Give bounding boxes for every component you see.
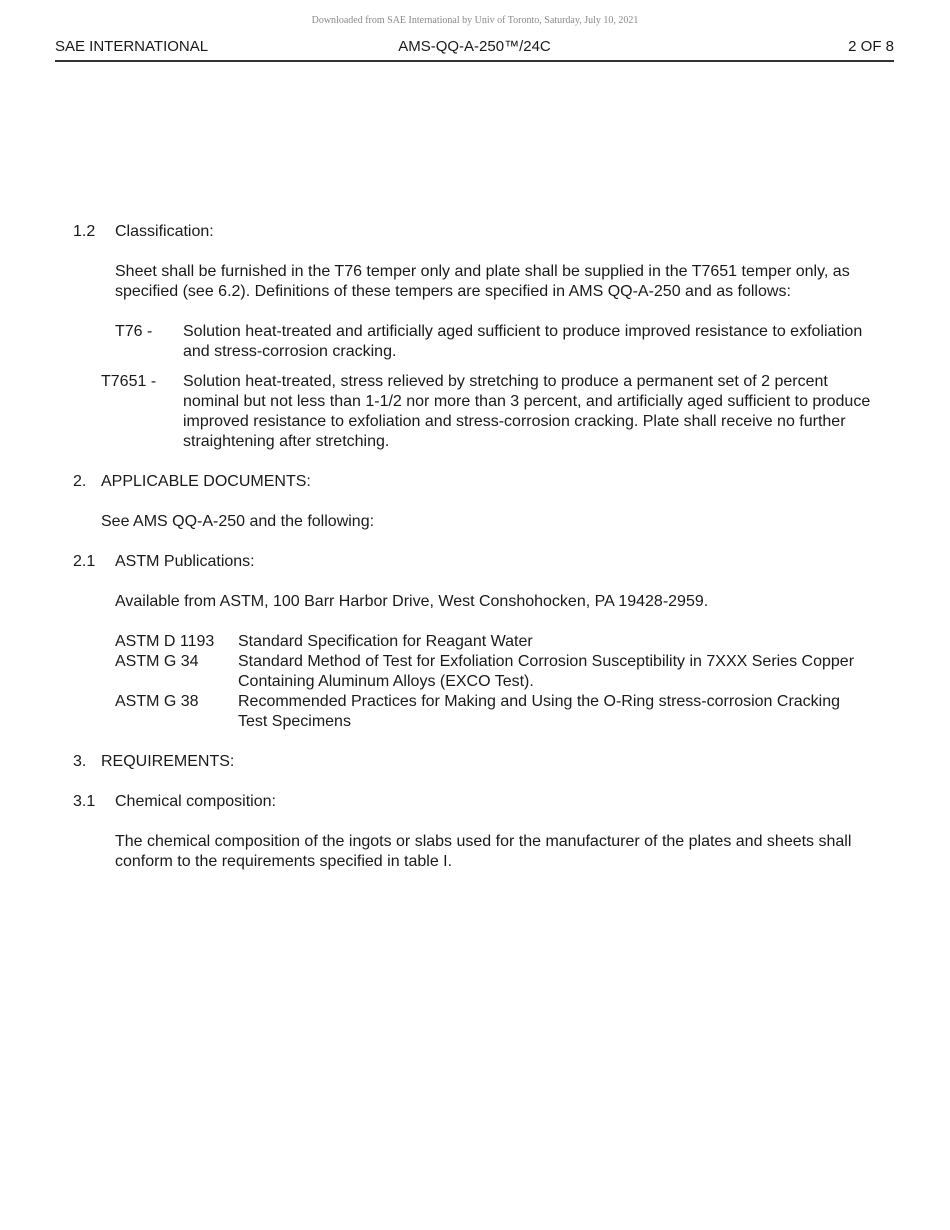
reference-title: Standard Specification for Reagant Water <box>238 633 533 650</box>
download-watermark: Downloaded from SAE International by Univ of Toronto, Saturday, July 10, 2021 <box>311 15 639 26</box>
section-2-heading <box>73 472 873 492</box>
header-doc-id: AMS-QQ-A-250™/24C <box>398 38 551 55</box>
applicable-documents-paragraph: See AMS QQ-A-250 and the following: <box>101 513 375 530</box>
reference-title: Standard Method of Test for Exfoliation Corrosion Susceptibility in 7XXX Series Copper Containing Aluminum Alloys (EXCO Test). <box>238 653 855 690</box>
reference-title: Recommended Practices for Making and Using the O-Ring stress-corrosion Cracking Test Specimens <box>238 693 841 730</box>
section-number: 3.1 <box>73 793 96 810</box>
reference-code: ASTM D 1193 <box>115 633 215 650</box>
astm-reference-list <box>115 632 873 732</box>
section-3-1-heading <box>73 792 873 812</box>
chemical-composition-paragraph: The chemical composition of the ingots or slabs used for the manufacturer of the plates and sheets shall conform to the requirements specified in table I. <box>115 833 852 870</box>
section-title: APPLICABLE DOCUMENTS: <box>101 473 311 490</box>
reference-item <box>115 692 873 732</box>
section-title: Chemical composition: <box>115 793 276 810</box>
section-number: 1.2 <box>73 223 96 240</box>
section-number: 2. <box>73 473 87 490</box>
section-number: 3. <box>73 753 87 770</box>
section-2-1-heading <box>73 552 873 572</box>
definition-item <box>73 372 873 452</box>
section-title: Classification: <box>115 223 214 240</box>
header-page-number: 2 OF 8 <box>848 38 894 55</box>
section-title: REQUIREMENTS: <box>101 753 235 770</box>
page-header <box>55 38 894 62</box>
section-number: 2.1 <box>73 553 96 570</box>
section-3-heading <box>73 752 873 772</box>
header-org: SAE INTERNATIONAL <box>55 38 209 55</box>
section-title: ASTM Publications: <box>115 553 255 570</box>
reference-item <box>115 632 873 652</box>
definition-term: T76 - <box>115 323 153 340</box>
reference-item <box>115 652 873 692</box>
reference-code: ASTM G 34 <box>115 653 199 670</box>
definition-text: Solution heat-treated, stress relieved by stretching to produce a permanent set of 2 percent nominal but not less than 1-1/2 nor more than 3 percent, and artificially aged sufficient to produce improved resistance to exfoliation and stress-corrosion cracking. Plate shall receive no further straightening after stretching. <box>183 373 871 450</box>
astm-address-paragraph: Available from ASTM, 100 Barr Harbor Drive, West Conshohocken, PA 19428-2959. <box>115 593 709 610</box>
definition-text: Solution heat-treated and artificially aged sufficient to produce improved resistance to exfoliation and stress-corrosion cracking. <box>183 323 863 360</box>
reference-code: ASTM G 38 <box>115 693 199 710</box>
definition-term: T7651 - <box>101 373 157 390</box>
classification-paragraph: Sheet shall be furnished in the T76 temper only and plate shall be supplied in the T7651 temper only, as specified (see 6.2). Definitions of these tempers are specified in AMS QQ-A-250 and as follows: <box>115 263 850 300</box>
definition-item <box>73 322 873 362</box>
document-body <box>73 222 873 892</box>
section-1-2-heading <box>73 222 873 242</box>
temper-definitions <box>73 322 873 452</box>
